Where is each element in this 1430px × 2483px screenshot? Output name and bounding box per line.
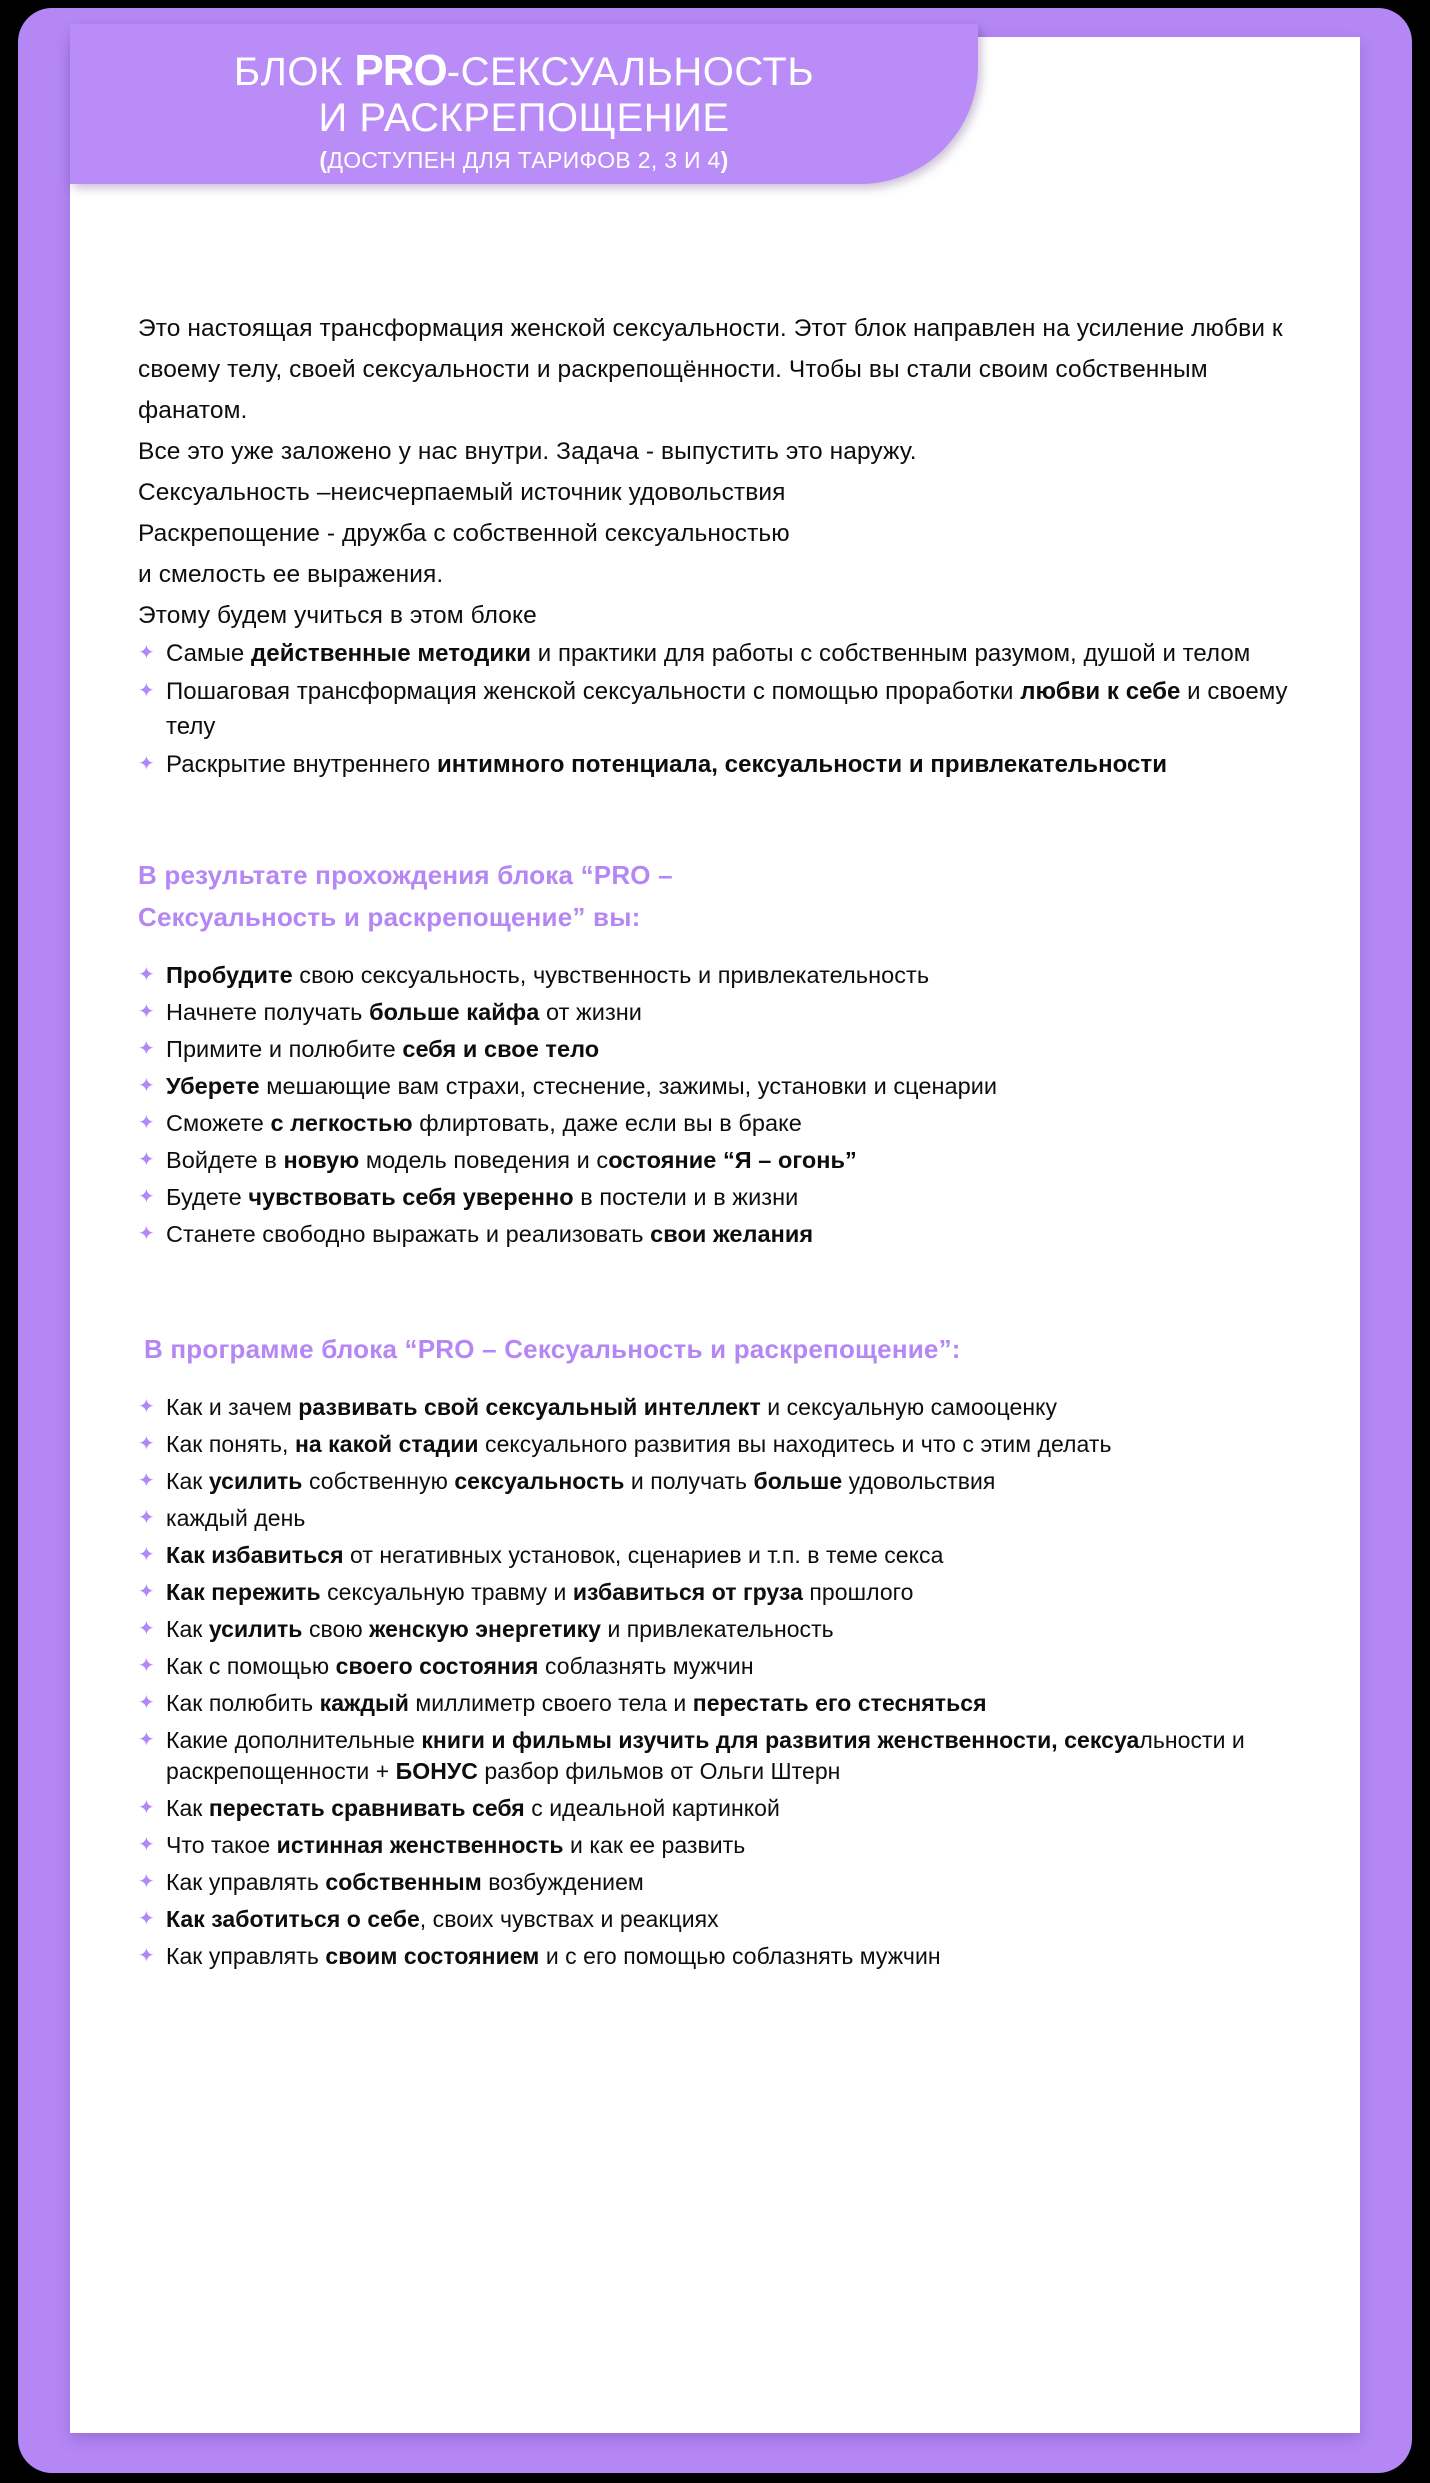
list-item-text: Как управлять собственным возбуждением [166, 1869, 644, 1895]
header-banner [70, 24, 978, 184]
sparkle-bullet-icon: ✦ [138, 1001, 155, 1023]
list-item-text: Как перестать сравнивать себя с идеальной картинкой [166, 1795, 780, 1821]
list-item [138, 1793, 1323, 1824]
sparkle-bullet-icon: ✦ [138, 1871, 155, 1893]
sparkle-bullet-icon: ✦ [138, 1692, 155, 1714]
intro-paragraph-1: Это настоящая трансформация женской сексуальности. Этот блок направлен на усиление любви к своему телу, своей сексуальности и раскрепощённости. Чтобы вы стали своим собственным фанатом. [138, 315, 1283, 424]
list-item-text: Какие дополнительные книги и фильмы изучить для развития женственности, сексуальности и раскрепощенности + БОНУС разбор фильмов от Ольги Штерн [166, 1727, 1245, 1784]
benefits-list [138, 636, 1323, 782]
list-item-text: Будете чувствовать себя уверенно в постели и в жизни [166, 1184, 799, 1210]
intro-paragraph-3: Сексуальность –неисчерпаемый источник удовольствия [138, 479, 786, 506]
list-item-text: Как усилить собственную сексуальность и получать больше удовольствия [166, 1468, 996, 1494]
list-item [138, 1392, 1323, 1423]
list-item-text: Сможете с легкостью флиртовать, даже если вы в браке [166, 1110, 802, 1136]
sparkle-bullet-icon: ✦ [138, 680, 155, 702]
list-item [138, 1034, 1323, 1065]
intro-paragraph-6: Этому будем учиться в этом блоке [138, 602, 537, 629]
sparkle-bullet-icon: ✦ [138, 1544, 155, 1566]
sparkle-bullet-icon: ✦ [138, 1396, 155, 1418]
list-item-text: Начнете получать больше кайфа от жизни [166, 999, 642, 1025]
list-item-text: Как понять, на какой стадии сексуального развития вы находитесь и что с этим делать [166, 1431, 1112, 1457]
list-item [138, 1941, 1323, 1972]
list-item-text: Примите и полюбите себя и свое тело [166, 1036, 600, 1062]
intro-paragraphs [138, 308, 1323, 636]
list-item [138, 1219, 1323, 1250]
tariff-note-text: ДОСТУПЕН ДЛЯ ТАРИФОВ 2, 3 И 4 [327, 147, 721, 173]
sparkle-bullet-icon: ✦ [138, 1112, 155, 1134]
paren-open: ( [319, 147, 328, 173]
list-item-text: Пошаговая трансформация женской сексуальности с помощью проработки любви к себе и своему телу [166, 678, 1288, 740]
spacer [138, 938, 1323, 960]
header-title-suffix: -СЕКСУАЛЬНОСТЬ [446, 50, 815, 94]
intro-paragraph-2: Все это уже заложено у нас внутри. Задача - выпустить это наружу. [138, 438, 917, 465]
program-list [138, 1392, 1323, 1972]
list-item [138, 960, 1323, 991]
header-title-pro: PRO [354, 46, 447, 95]
sparkle-bullet-icon: ✦ [138, 642, 155, 664]
sparkle-bullet-icon: ✦ [138, 1075, 155, 1097]
sparkle-bullet-icon: ✦ [138, 1149, 155, 1171]
sparkle-bullet-icon: ✦ [138, 1038, 155, 1060]
list-item [138, 1577, 1323, 1608]
list-item [138, 1904, 1323, 1935]
list-item [138, 1108, 1323, 1139]
list-item-text: Как управлять своим состоянием и с его помощью соблазнять мужчин [166, 1943, 941, 1969]
list-item [138, 997, 1323, 1028]
list-item [138, 1688, 1323, 1719]
list-item-text: Как с помощью своего состояния соблазнять мужчин [166, 1653, 754, 1679]
header-title-line-2: И РАСКРЕПОЩЕНИЕ [318, 96, 730, 140]
content-body [138, 308, 1323, 1978]
list-item [138, 1540, 1323, 1571]
list-item [138, 747, 1323, 782]
sparkle-bullet-icon: ✦ [138, 1470, 155, 1492]
list-item [138, 1830, 1323, 1861]
header-title-prefix: БЛОК [233, 50, 355, 94]
intro-paragraph-4: Раскрепощение - дружба с собственной сексуальностью [138, 520, 790, 547]
header-title-line-1 [70, 48, 978, 95]
sparkle-bullet-icon: ✦ [138, 964, 155, 986]
sparkle-bullet-icon: ✦ [138, 753, 155, 775]
list-item [138, 674, 1323, 744]
list-item [138, 1867, 1323, 1898]
list-item-text: Раскрытие внутреннего интимного потенциала, сексуальности и привлекательности [166, 751, 1168, 778]
sparkle-bullet-icon: ✦ [138, 1433, 155, 1455]
list-item-text: Как и зачем развивать свой сексуальный интеллект и сексуальную самооценку [166, 1394, 1057, 1420]
list-item-text: Как полюбить каждый миллиметр своего тела и перестать его стесняться [166, 1690, 987, 1716]
sparkle-bullet-icon: ✦ [138, 1908, 155, 1930]
list-item [138, 1182, 1323, 1213]
list-item-text: Как избавиться от негативных установок, сценариев и т.п. в теме секса [166, 1542, 944, 1568]
intro-paragraph-5: и смелость ее выражения. [138, 561, 444, 588]
results-list [138, 960, 1323, 1250]
sparkle-bullet-icon: ✦ [138, 1223, 155, 1245]
list-item-text: Войдете в новую модель поведения и состояние “Я – огонь” [166, 1147, 857, 1173]
sparkle-bullet-icon: ✦ [138, 1834, 155, 1856]
results-heading [138, 854, 1323, 938]
list-item-text: Пробудите свою сексуальность, чувственность и привлекательность [166, 962, 930, 988]
results-heading-line-2: Сексуальность и раскрепощение” вы: [138, 902, 641, 932]
list-item [138, 1466, 1323, 1497]
list-item-text: Уберете мешающие вам страхи, стеснение, зажимы, установки и сценарии [166, 1073, 998, 1099]
poster-frame [18, 8, 1412, 2473]
list-item-text: каждый день [166, 1505, 306, 1531]
list-item [138, 1614, 1323, 1645]
list-item [138, 1429, 1323, 1460]
list-item-text: Станете свободно выражать и реализовать свои желания [166, 1221, 814, 1247]
sparkle-bullet-icon: ✦ [138, 1655, 155, 1677]
program-heading: В программе блока “PRO – Сексуальность и раскрепощение”: [144, 1334, 961, 1364]
sparkle-bullet-icon: ✦ [138, 1581, 155, 1603]
spacer [138, 1370, 1323, 1392]
results-heading-line-1: В результате прохождения блока “PRO – [138, 860, 673, 890]
list-item-text: Как заботиться о себе, своих чувствах и реакциях [166, 1906, 719, 1932]
sparkle-bullet-icon: ✦ [138, 1507, 155, 1529]
list-item [138, 636, 1323, 671]
list-item-text: Что такое истинная женственность и как ее развить [166, 1832, 746, 1858]
list-item [138, 1725, 1323, 1787]
list-item-text: Самые действенные методики и практики для работы с собственным разумом, душой и телом [166, 640, 1251, 667]
sparkle-bullet-icon: ✦ [138, 1729, 155, 1751]
list-item-text: Как пережить сексуальную травму и избавиться от груза прошлого [166, 1579, 914, 1605]
paren-close: ) [720, 147, 729, 173]
sparkle-bullet-icon: ✦ [138, 1186, 155, 1208]
sparkle-bullet-icon: ✦ [138, 1618, 155, 1640]
sparkle-bullet-icon: ✦ [138, 1945, 155, 1967]
list-item [138, 1503, 1323, 1534]
list-item [138, 1071, 1323, 1102]
list-item [138, 1145, 1323, 1176]
sparkle-bullet-icon: ✦ [138, 1797, 155, 1819]
list-item [138, 1651, 1323, 1682]
list-item-text: Как усилить свою женскую энергетику и привлекательность [166, 1616, 834, 1642]
header-tariff-note [70, 145, 978, 175]
